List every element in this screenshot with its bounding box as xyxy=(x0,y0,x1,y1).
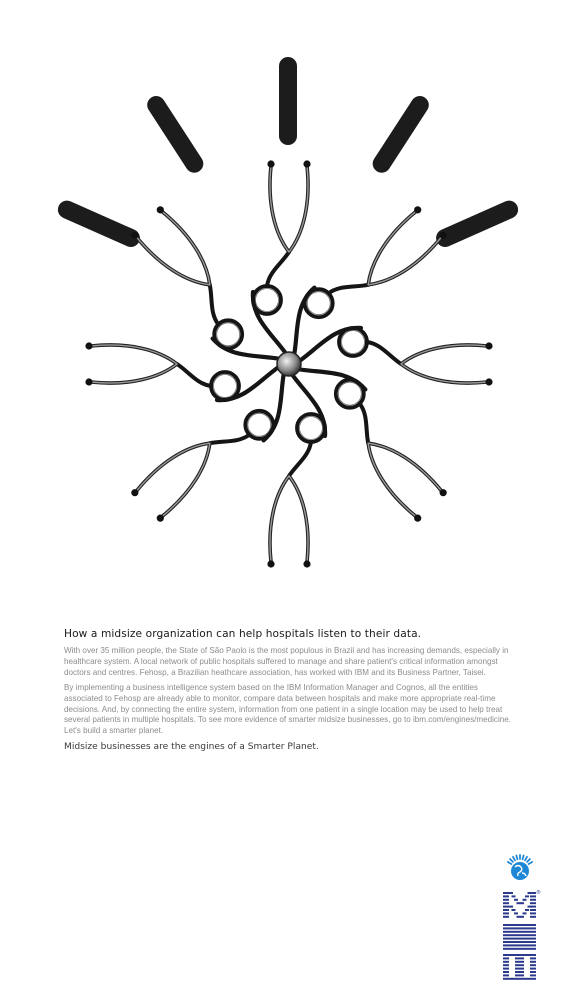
logo-stripe xyxy=(512,895,516,897)
tube-stem xyxy=(367,342,401,364)
globe-ray xyxy=(523,856,524,860)
ibm-stripes xyxy=(503,892,536,980)
logo-stripe xyxy=(503,906,509,908)
logo-stripe xyxy=(503,927,536,929)
logo-stripe xyxy=(520,902,524,904)
ear-tip xyxy=(303,560,310,567)
logo-stripe xyxy=(530,978,536,980)
stethoscope xyxy=(130,353,311,534)
tube-loop xyxy=(253,286,281,314)
logo-stripe xyxy=(514,899,518,901)
logo-stripe xyxy=(512,909,516,911)
logo-stripe xyxy=(503,954,509,956)
logo-stripe xyxy=(517,902,521,904)
binaural-shine xyxy=(270,166,308,252)
stethoscope xyxy=(267,370,325,568)
ear-tip xyxy=(485,342,492,349)
logo-stripe xyxy=(515,974,524,976)
logo-stripe xyxy=(503,916,509,918)
logo-stripe xyxy=(503,974,509,976)
tube-loop-highlight xyxy=(342,331,365,354)
tube-loop xyxy=(211,372,239,400)
binaural-shine xyxy=(401,345,487,383)
logo-stripe xyxy=(530,974,536,976)
chest-piece-hub xyxy=(277,352,301,376)
headline: How a midsize organization can help hospitals listen to their data. xyxy=(64,628,422,640)
logo-stripe xyxy=(530,916,536,918)
registered-mark: ® xyxy=(536,890,541,896)
binaural-tubes xyxy=(91,345,177,383)
tube-loop-highlight xyxy=(214,375,237,398)
tagline: Midsize businesses are the engines of a Smarter Planet. xyxy=(64,742,319,753)
ear-tip xyxy=(85,342,92,349)
logo-stripe xyxy=(503,899,509,901)
logo-stripe xyxy=(503,968,509,970)
stethoscope xyxy=(278,343,459,524)
tube-loop xyxy=(297,414,325,442)
logo-stripe xyxy=(530,909,536,911)
logo-stripe xyxy=(530,957,536,959)
binaural-shine xyxy=(136,430,224,518)
globe-ray xyxy=(527,859,530,862)
logo-stripe xyxy=(503,948,536,950)
tube-loop-highlight xyxy=(256,289,279,312)
tube xyxy=(217,364,283,400)
chest-piece xyxy=(277,352,301,376)
binaural-shine xyxy=(355,430,443,518)
light-ray xyxy=(445,210,509,238)
tube xyxy=(253,292,289,358)
tube-loop-highlight xyxy=(300,417,323,440)
logo-stripe xyxy=(503,957,509,959)
logo-stripe xyxy=(515,968,524,970)
globe-sphere xyxy=(511,862,529,880)
logo-stripe xyxy=(503,934,536,936)
logo-stripe xyxy=(503,902,509,904)
logo-stripe xyxy=(503,909,509,911)
logo-stripe xyxy=(515,961,524,963)
stethoscope xyxy=(85,342,283,400)
logo-stripe xyxy=(530,954,536,956)
binaural-shine xyxy=(270,476,308,562)
light-ray xyxy=(382,105,420,164)
binaural-tubes xyxy=(270,476,308,562)
tube-stem xyxy=(289,442,311,476)
ear-tip xyxy=(267,560,274,567)
logo-stripe xyxy=(530,964,536,966)
stethoscope xyxy=(295,328,493,386)
logo-stripe xyxy=(503,978,509,980)
logo-stripe xyxy=(525,895,529,897)
tube xyxy=(295,328,361,364)
tube-stem xyxy=(177,364,211,386)
ear-tip xyxy=(267,160,274,167)
stethoscope xyxy=(119,205,300,386)
body-paragraph-2: By implementing a business intelligence system based on the IBM Information Manager and Cognos, all the entities associated to Fehosp are already able to monitor, compare data between hospitals and make more appropriate real-time decisions. And, by connecting the entire system, information from one patient in a single location may be used to help treat several patients in multiple hospitals. To see more evidence of smarter midsize businesses, go to ibm.com/engines/medicine. Let's build a smarter planet. xyxy=(64,682,512,736)
globe-ray xyxy=(516,856,517,860)
logo-stripe xyxy=(509,978,530,980)
tube-stem xyxy=(267,252,289,286)
logo-stripe xyxy=(515,957,524,959)
logo-stripe xyxy=(503,938,536,940)
tube xyxy=(289,370,325,436)
logo-stripe xyxy=(530,912,536,914)
logo-stripe xyxy=(530,895,536,897)
globe-ray xyxy=(508,862,511,864)
ad-copy xyxy=(64,628,514,752)
logo-stripe xyxy=(530,961,536,963)
globe-ray xyxy=(529,862,532,864)
logo-stripe xyxy=(528,906,532,908)
logo-stripe xyxy=(509,892,513,894)
logo-stripe xyxy=(503,892,509,894)
logo-stripe xyxy=(503,912,509,914)
logo-stripe xyxy=(514,912,518,914)
logo-stripe xyxy=(520,916,524,918)
stethoscope xyxy=(268,194,449,375)
globe-ray xyxy=(510,859,513,862)
logo-stripe xyxy=(503,944,536,946)
logo-stripe xyxy=(503,895,509,897)
body-paragraph-1: With over 35 million people, the State of São Paolo is the most populous in Brazil and has increasing demands, especially in healthcare system. A local network of public hospitals suffered to manage and share patient's critical information amongst doctors and centres. Fehosp, a Brazilian heathcare association, has worked with IBM and its Business Partner, Taisei. xyxy=(64,646,509,677)
light-ray xyxy=(67,210,131,238)
logo-stripe xyxy=(528,892,532,894)
globe-ray xyxy=(525,857,527,860)
logo-stripe xyxy=(509,954,530,956)
stethoscope xyxy=(253,160,311,358)
logo-stripe xyxy=(503,961,509,963)
binaural-tubes xyxy=(270,166,308,252)
logo-stripe xyxy=(503,941,536,943)
binaural-tubes xyxy=(401,345,487,383)
light-rays xyxy=(67,66,509,238)
logo-stripe xyxy=(503,964,509,966)
logo-stripe xyxy=(503,924,536,926)
logo-stripe xyxy=(530,968,536,970)
logo-stripe xyxy=(503,931,536,933)
ear-tip xyxy=(85,378,92,385)
logo-stripe xyxy=(509,906,513,908)
logo-stripe xyxy=(523,912,527,914)
binaural-shine xyxy=(136,211,224,299)
logo-stripe xyxy=(515,964,524,966)
logo-stripe xyxy=(523,899,527,901)
tube-loop xyxy=(339,328,367,356)
ibm-logo xyxy=(501,888,541,984)
light-ray xyxy=(156,105,194,164)
logo-stripe xyxy=(530,899,536,901)
smarter-planet-globe-icon xyxy=(503,852,537,882)
logo-stripe xyxy=(530,902,536,904)
binaural-shine xyxy=(355,211,443,299)
binaural-shine xyxy=(91,345,177,383)
logo-stripe xyxy=(517,916,521,918)
logo-stripe xyxy=(503,971,509,973)
logo-stripe xyxy=(530,971,536,973)
ear-tip xyxy=(485,378,492,385)
ear-tip xyxy=(303,160,310,167)
logo-stripe xyxy=(525,909,529,911)
logo-stripe xyxy=(515,971,524,973)
globe-ray xyxy=(513,857,515,860)
